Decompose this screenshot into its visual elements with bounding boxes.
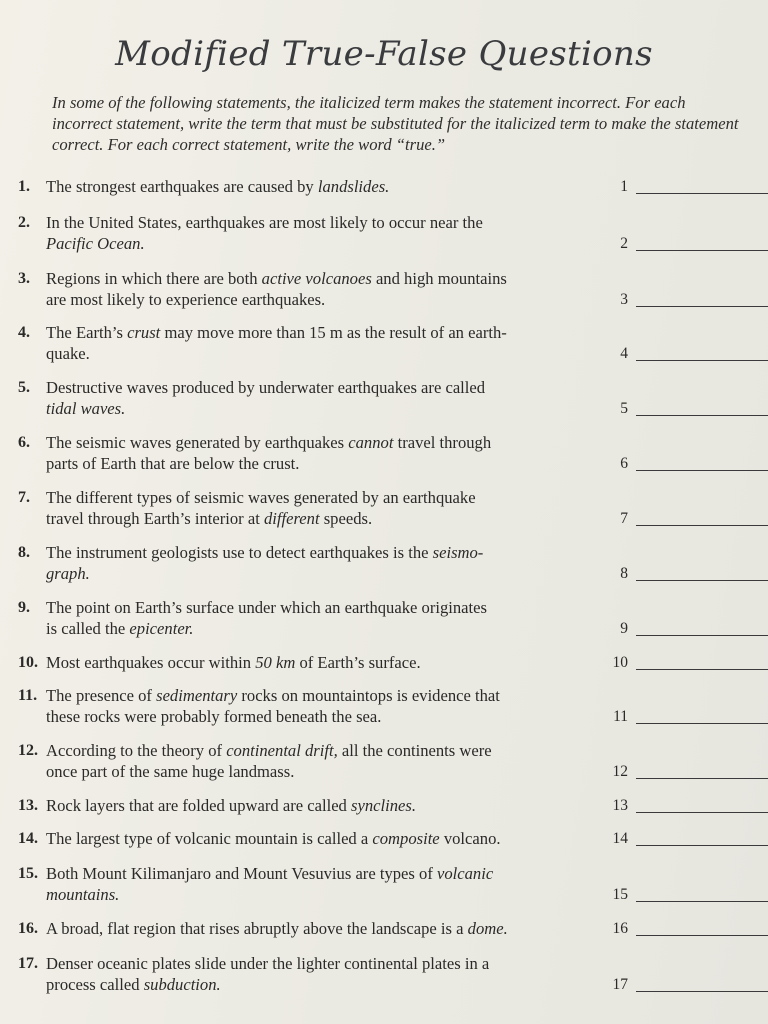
italicized-term: different xyxy=(263,509,320,528)
answer-number: 6 xyxy=(620,455,628,472)
question-text xyxy=(46,597,606,639)
question-text xyxy=(46,487,606,529)
question-line xyxy=(46,233,606,254)
question-line xyxy=(46,432,606,453)
answer-number: 13 xyxy=(612,797,628,814)
question-text-run: Denser oceanic plates slide under the lighter continental plates in a xyxy=(46,954,490,973)
answer-blank[interactable] xyxy=(594,918,768,939)
answer-blank[interactable] xyxy=(594,974,768,995)
question-number: 3. xyxy=(18,270,30,287)
question-text xyxy=(46,542,606,584)
question-line xyxy=(46,761,606,782)
question-text-run: The presence of xyxy=(46,686,157,705)
answer-blank[interactable] xyxy=(594,795,768,816)
question-text-run: The different types of seismic waves generated by an earthquake xyxy=(46,488,476,507)
question-number: 16. xyxy=(18,920,38,937)
answer-blank[interactable] xyxy=(594,453,768,474)
answer-blank[interactable] xyxy=(594,398,768,419)
italicized-term: crust xyxy=(127,323,161,342)
question-number: 2. xyxy=(18,214,30,231)
answer-number: 4 xyxy=(620,345,628,362)
question-line xyxy=(46,828,606,849)
italicized-term: epicenter. xyxy=(129,619,194,638)
italicized-term: sedimentary xyxy=(156,686,238,705)
answer-line[interactable] xyxy=(636,193,768,194)
answer-line[interactable] xyxy=(636,778,768,779)
italicized-term: synclines. xyxy=(351,796,416,815)
question-number: 11. xyxy=(18,687,38,704)
answer-blank[interactable] xyxy=(594,884,768,905)
question-text-run: are most likely to experience earthquakes. xyxy=(46,290,326,309)
question-text-run: all the continents were xyxy=(337,741,492,760)
question-text xyxy=(46,652,606,673)
answer-number: 15 xyxy=(612,886,628,903)
question-text xyxy=(46,863,606,905)
answer-line[interactable] xyxy=(636,360,768,361)
question-line xyxy=(46,212,606,233)
question-line xyxy=(46,953,606,974)
question-text-run: is called the xyxy=(46,619,130,638)
question-text-run: rocks on mountaintops is evidence that xyxy=(237,686,500,705)
question-number: 6. xyxy=(18,434,30,451)
italicized-term: composite xyxy=(372,829,440,848)
answer-number: 9 xyxy=(620,620,628,637)
italicized-term: cannot xyxy=(348,433,394,452)
italicized-term: tidal waves. xyxy=(46,399,126,418)
question-line xyxy=(46,618,606,639)
answer-number: 16 xyxy=(612,920,628,937)
answer-number: 8 xyxy=(620,565,628,582)
answer-blank[interactable] xyxy=(594,508,768,529)
question-number: 4. xyxy=(18,324,30,341)
question-text xyxy=(46,828,606,849)
question-text xyxy=(46,795,606,816)
question-number: 12. xyxy=(18,742,38,759)
answer-blank[interactable] xyxy=(594,233,768,254)
answer-number: 17 xyxy=(612,976,628,993)
answer-blank[interactable] xyxy=(594,176,768,197)
question-line xyxy=(46,343,606,364)
question-text-run: The instrument geologists use to detect earthquakes is the xyxy=(46,543,433,562)
italicized-term: mountains. xyxy=(46,885,120,904)
question-text-run: The seismic waves generated by earthquakes xyxy=(46,433,349,452)
question-line xyxy=(46,268,606,289)
answer-line[interactable] xyxy=(636,901,768,902)
question-number: 13. xyxy=(18,797,38,814)
answer-line[interactable] xyxy=(636,669,768,670)
question-text xyxy=(46,176,606,197)
page-title: Modified True-False Questions xyxy=(115,34,653,74)
question-text xyxy=(46,953,606,995)
question-text-run: once part of the same huge landmass. xyxy=(46,762,295,781)
answer-line[interactable] xyxy=(636,470,768,471)
answer-line[interactable] xyxy=(636,845,768,846)
question-line xyxy=(46,685,606,706)
question-text-run: volcano. xyxy=(439,829,501,848)
italicized-term: landslides. xyxy=(317,177,390,196)
question-text-run: travel through Earth’s interior at xyxy=(46,509,264,528)
question-text-run: According to the theory of xyxy=(46,741,227,760)
question-line xyxy=(46,974,606,995)
question-line xyxy=(46,740,606,761)
question-number: 15. xyxy=(18,865,38,882)
question-text-run: The point on Earth’s surface under which an earthquake originates xyxy=(46,598,487,617)
question-number: 14. xyxy=(18,830,38,847)
question-text-run: The Earth’s xyxy=(46,323,128,342)
question-text-run: Rock layers that are folded upward are called xyxy=(46,796,351,815)
question-text-run: Most earthquakes occur within xyxy=(46,653,256,672)
question-text xyxy=(46,685,606,727)
question-text-run: travel through xyxy=(393,433,492,452)
answer-line[interactable] xyxy=(636,580,768,581)
question-text xyxy=(46,268,606,310)
question-text xyxy=(46,740,606,782)
question-text-run: The strongest earthquakes are caused by xyxy=(46,177,318,196)
question-text-run: Regions in which there are both xyxy=(46,269,262,288)
question-text-run: these rocks were probably formed beneath the sea. xyxy=(46,707,382,726)
question-line xyxy=(46,918,606,939)
answer-blank[interactable] xyxy=(594,563,768,584)
answer-line[interactable] xyxy=(636,525,768,526)
answer-number: 7 xyxy=(620,510,628,527)
question-line xyxy=(46,453,606,474)
instructions-paragraph: In some of the following statements, the italicized term makes the statement incorrect. For each incorrect statement, write the term that must be substituted for the italicized term to make the statement correct. For each correct statement, write the word “true.” xyxy=(52,93,739,154)
answer-number: 12 xyxy=(612,763,628,780)
answer-number: 10 xyxy=(612,654,628,671)
answer-line[interactable] xyxy=(636,935,768,936)
question-text-run: quake. xyxy=(46,344,90,363)
answer-blank[interactable] xyxy=(594,706,768,727)
answer-number: 5 xyxy=(620,400,628,417)
question-text-run: of Earth’s surface. xyxy=(295,653,421,672)
question-line xyxy=(46,542,606,563)
question-line xyxy=(46,398,606,419)
italicized-term: subduction. xyxy=(143,975,221,994)
answer-blank[interactable] xyxy=(594,652,768,673)
question-line xyxy=(46,884,606,905)
answer-line[interactable] xyxy=(636,723,768,724)
question-text xyxy=(46,432,606,474)
question-line xyxy=(46,176,606,197)
question-text xyxy=(46,322,606,364)
answer-number: 11 xyxy=(613,708,628,725)
question-line xyxy=(46,652,606,673)
answer-blank[interactable] xyxy=(594,343,768,364)
question-text-run: may move more than 15 m as the result of an earth- xyxy=(160,323,507,342)
question-text-run: speeds. xyxy=(319,509,373,528)
italicized-term: dome. xyxy=(467,919,508,938)
italicized-term: continental drift, xyxy=(226,741,338,760)
question-line xyxy=(46,563,606,584)
question-text xyxy=(46,918,606,939)
answer-line[interactable] xyxy=(636,812,768,813)
answer-blank[interactable] xyxy=(594,828,768,849)
question-number: 17. xyxy=(18,955,38,972)
question-text-run: and high mountains xyxy=(371,269,507,288)
answer-line[interactable] xyxy=(636,415,768,416)
question-line xyxy=(46,706,606,727)
answer-number: 1 xyxy=(620,178,628,195)
answer-line[interactable] xyxy=(636,991,768,992)
question-number: 7. xyxy=(18,489,30,506)
question-text-run: process called xyxy=(46,975,144,994)
answer-number: 14 xyxy=(612,830,628,847)
question-line xyxy=(46,795,606,816)
question-number: 9. xyxy=(18,599,30,616)
question-number: 1. xyxy=(18,178,30,195)
question-line xyxy=(46,289,606,310)
answer-number: 3 xyxy=(620,291,628,308)
italicized-term: graph. xyxy=(46,564,90,583)
question-text xyxy=(46,212,606,254)
question-number: 10. xyxy=(18,654,38,671)
question-number: 5. xyxy=(18,379,30,396)
question-line xyxy=(46,487,606,508)
question-line xyxy=(46,322,606,343)
question-line xyxy=(46,377,606,398)
answer-line[interactable] xyxy=(636,306,768,307)
question-number: 8. xyxy=(18,544,30,561)
answer-number: 2 xyxy=(620,235,628,252)
answer-blank[interactable] xyxy=(594,761,768,782)
italicized-term: active volcanoes xyxy=(261,269,372,288)
question-text-run: Destructive waves produced by underwater earthquakes are called xyxy=(46,378,486,397)
italicized-term: seismo- xyxy=(432,543,484,562)
answer-blank[interactable] xyxy=(594,289,768,310)
question-text xyxy=(46,377,606,419)
question-text-run: Both Mount Kilimanjaro and Mount Vesuvius are types of xyxy=(46,864,437,883)
question-text-run: In the United States, earthquakes are most likely to occur near the xyxy=(46,213,483,232)
question-text-run: A broad, flat region that rises abruptly above the landscape is a xyxy=(46,919,468,938)
italicized-term: volcanic xyxy=(437,864,494,883)
answer-line[interactable] xyxy=(636,250,768,251)
italicized-term: Pacific Ocean. xyxy=(46,234,145,253)
answer-blank[interactable] xyxy=(594,618,768,639)
question-line xyxy=(46,508,606,529)
question-text-run: The largest type of volcanic mountain is called a xyxy=(46,829,373,848)
question-line xyxy=(46,863,606,884)
answer-line[interactable] xyxy=(636,635,768,636)
question-line xyxy=(46,597,606,618)
italicized-term: 50 km xyxy=(255,653,296,672)
question-text-run: parts of Earth that are below the crust. xyxy=(46,454,300,473)
